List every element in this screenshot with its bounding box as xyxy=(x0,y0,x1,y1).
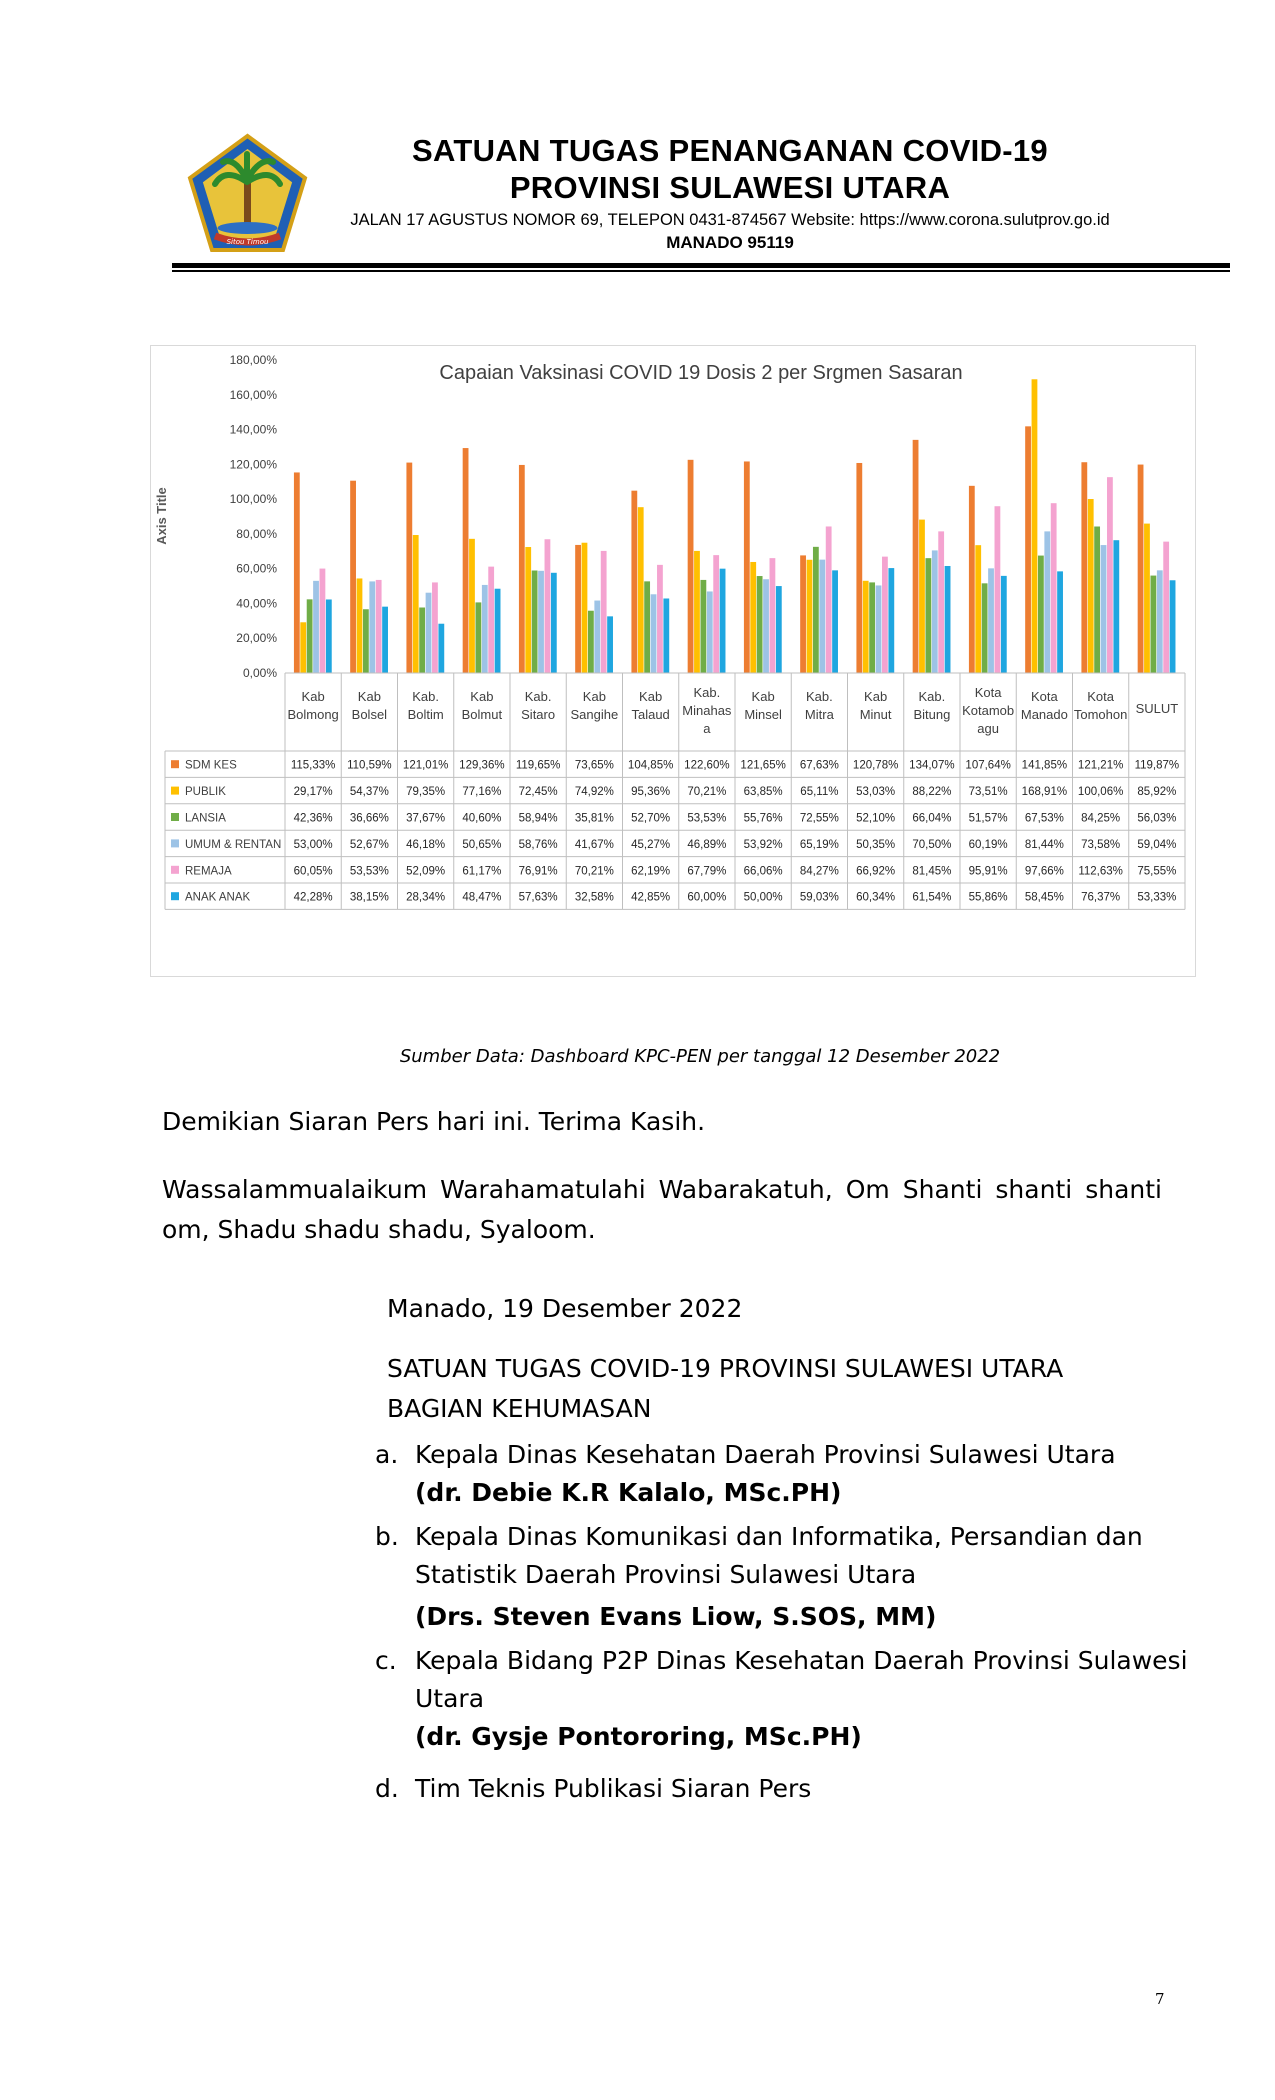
data-label: 50,00% xyxy=(743,891,783,904)
data-label: 59,03% xyxy=(799,891,839,904)
list-marker: b. xyxy=(375,1522,399,1551)
bar-sdm-kes xyxy=(631,491,637,673)
data-label: 70,21% xyxy=(687,786,727,799)
data-label: 35,81% xyxy=(574,812,614,825)
chart-title: Capaian Vaksinasi COVID 19 Dosis 2 per Srgmen Sasaran xyxy=(439,362,963,384)
data-label: 67,79% xyxy=(687,865,727,878)
data-label: 46,18% xyxy=(406,838,446,851)
bar-remaja xyxy=(938,531,944,673)
bar-lansia xyxy=(757,576,763,673)
data-label: 104,85% xyxy=(627,759,674,772)
data-label: 50,65% xyxy=(462,838,502,851)
data-label: 62,19% xyxy=(631,865,671,878)
data-label: 76,91% xyxy=(518,865,558,878)
data-label: 58,76% xyxy=(518,838,558,851)
bar-sdm-kes xyxy=(856,463,862,673)
data-label: 42,85% xyxy=(631,891,671,904)
province-emblem-logo xyxy=(185,132,310,257)
bar-anak-anak xyxy=(495,589,501,673)
data-label: 53,53% xyxy=(349,865,389,878)
data-label: 76,37% xyxy=(1081,891,1121,904)
bar-umum-rentan xyxy=(538,571,544,673)
bar-lansia xyxy=(813,547,819,673)
letterhead-title-line2: PROVINSI SULAWESI UTARA xyxy=(509,170,951,205)
x-category-label: Bolmong xyxy=(287,707,339,722)
bar-publik xyxy=(525,547,531,673)
list-marker: d. xyxy=(375,1774,399,1803)
data-label: 36,66% xyxy=(349,812,389,825)
x-category-label: Kab. xyxy=(693,685,721,700)
bar-lansia xyxy=(869,582,875,673)
data-label: 51,57% xyxy=(968,812,1008,825)
data-label: 53,33% xyxy=(1137,891,1177,904)
bar-umum-rentan xyxy=(594,601,600,673)
vaccination-chart xyxy=(150,345,1196,977)
x-category-label: Kab xyxy=(357,689,381,704)
bar-lansia xyxy=(1094,527,1100,674)
data-label: 53,00% xyxy=(293,838,333,851)
legend-swatch xyxy=(171,892,179,900)
data-label: 81,44% xyxy=(1024,838,1064,851)
bar-remaja xyxy=(995,506,1001,673)
bar-umum-rentan xyxy=(369,581,375,673)
bar-anak-anak xyxy=(382,607,388,673)
bar-sdm-kes xyxy=(463,448,469,673)
bar-anak-anak xyxy=(663,598,669,673)
data-label: 67,53% xyxy=(1024,812,1064,825)
bar-anak-anak xyxy=(1113,540,1119,673)
data-label: 53,53% xyxy=(687,812,727,825)
bar-umum-rentan xyxy=(313,581,319,673)
y-axis-title: Axis Title xyxy=(154,487,169,545)
data-label: 52,09% xyxy=(406,865,446,878)
bar-umum-rentan xyxy=(426,593,432,673)
bar-publik xyxy=(1032,379,1038,673)
bar-lansia xyxy=(982,583,988,673)
data-label: 58,94% xyxy=(518,812,558,825)
bar-lansia xyxy=(363,609,369,673)
data-label: 52,10% xyxy=(856,812,896,825)
data-label: 52,67% xyxy=(349,838,389,851)
signatory-name: (dr. Gysje Pontororing, MSc.PH) xyxy=(415,1722,862,1751)
data-label: 45,27% xyxy=(631,838,671,851)
data-label: 53,92% xyxy=(743,838,783,851)
x-category-label: Kota xyxy=(1031,689,1058,704)
x-category-label: Kota xyxy=(1087,689,1114,704)
data-label: 57,63% xyxy=(518,891,558,904)
bar-umum-rentan xyxy=(932,550,938,673)
closing-paragraph-1: Demikian Siaran Pers hari ini. Terima Kasih. xyxy=(162,1107,706,1136)
x-category-label: Kab. xyxy=(412,689,439,704)
data-label: 61,17% xyxy=(462,865,502,878)
bar-sdm-kes xyxy=(1025,426,1031,673)
data-label: 32,58% xyxy=(574,891,614,904)
bar-umum-rentan xyxy=(819,560,825,673)
data-label: 37,67% xyxy=(406,812,446,825)
x-category-label: Boltim xyxy=(407,707,444,722)
data-label: 66,92% xyxy=(856,865,896,878)
x-category-label: Tomohon xyxy=(1073,707,1128,722)
data-label: 95,36% xyxy=(631,786,671,799)
data-label: 73,65% xyxy=(574,759,614,772)
bar-publik xyxy=(469,539,475,673)
bar-umum-rentan xyxy=(707,591,713,673)
data-label: 100,06% xyxy=(1077,786,1124,799)
y-tick-label: 140,00% xyxy=(229,422,277,437)
data-label: 58,45% xyxy=(1024,891,1064,904)
closing-paragraph-2: Wassalammualaikum Warahamatulahi Wabarakatuh, Om Shanti shanti shanti om, Shadu shadu shadu, Syaloom. xyxy=(162,1175,1162,1244)
x-category-label: Kab xyxy=(751,689,775,704)
legend-swatch xyxy=(171,866,179,874)
data-label: 70,21% xyxy=(574,865,614,878)
bar-remaja xyxy=(657,565,663,673)
data-label: 84,27% xyxy=(799,865,839,878)
data-label: 77,16% xyxy=(462,786,502,799)
bar-remaja xyxy=(488,567,494,673)
data-label: 73,58% xyxy=(1081,838,1121,851)
bar-publik xyxy=(694,551,700,673)
data-label: 65,11% xyxy=(800,786,839,799)
data-label: 121,01% xyxy=(402,759,449,772)
signatory-role: Kepala Dinas Kesehatan Daerah Provinsi Sulawesi Utara xyxy=(415,1440,1116,1469)
x-category-label: Kotamob xyxy=(962,703,1015,718)
data-label: 29,17% xyxy=(293,786,333,799)
bar-sdm-kes xyxy=(688,460,694,673)
data-label: 60,34% xyxy=(856,891,896,904)
bar-anak-anak xyxy=(720,569,726,673)
bar-anak-anak xyxy=(1001,576,1007,673)
y-tick-label: 160,00% xyxy=(229,387,277,402)
bar-lansia xyxy=(475,602,481,673)
data-label: 122,60% xyxy=(684,759,730,772)
data-label: 66,06% xyxy=(743,865,783,878)
data-label: 85,92% xyxy=(1137,786,1177,799)
legend-label: SDM KES xyxy=(185,759,237,772)
x-category-label: Minut xyxy=(859,707,892,722)
data-label: 60,00% xyxy=(687,891,727,904)
data-label: 41,67% xyxy=(574,838,614,851)
x-category-label: Minsel xyxy=(744,707,782,722)
bar-anak-anak xyxy=(1170,580,1176,673)
bar-sdm-kes xyxy=(800,555,806,673)
x-category-label: a xyxy=(703,721,711,736)
bar-sdm-kes xyxy=(969,486,975,673)
x-category-label: Minahas xyxy=(682,703,732,718)
x-category-label: Manado xyxy=(1020,707,1068,722)
data-label: 52,70% xyxy=(631,812,671,825)
signature-org-line2: BAGIAN KEHUMASAN xyxy=(387,1394,652,1423)
source-note: Sumber Data: Dashboard KPC-PEN per tanggal 12 Desember 2022 xyxy=(399,1046,1001,1067)
data-label: 66,04% xyxy=(912,812,952,825)
bar-publik xyxy=(1088,499,1094,673)
x-category-label: Kab xyxy=(301,689,325,704)
bar-sdm-kes xyxy=(294,472,300,673)
bar-lansia xyxy=(1150,576,1156,673)
data-label: 55,76% xyxy=(743,812,783,825)
data-label: 55,86% xyxy=(968,891,1008,904)
data-label: 112,63% xyxy=(1078,865,1123,878)
data-label: 42,28% xyxy=(293,891,333,904)
x-category-label: SULUT xyxy=(1135,701,1179,716)
bar-remaja xyxy=(545,539,551,673)
data-label: 56,03% xyxy=(1137,812,1177,825)
data-label: 60,05% xyxy=(293,865,333,878)
bar-remaja xyxy=(432,582,438,673)
data-label: 107,64% xyxy=(965,759,1011,772)
data-label: 121,21% xyxy=(1077,759,1124,772)
x-category-label: Talaud xyxy=(631,707,670,722)
bar-sdm-kes xyxy=(575,545,581,673)
bar-anak-anak xyxy=(551,573,557,673)
legend-swatch xyxy=(171,839,179,847)
data-label: 134,07% xyxy=(909,759,955,772)
signatory-name: (dr. Debie K.R Kalalo, MSc.PH) xyxy=(415,1478,842,1507)
y-tick-label: 100,00% xyxy=(229,492,277,507)
data-label: 95,91% xyxy=(968,865,1008,878)
signatory-role: Tim Teknis Publikasi Siaran Pers xyxy=(415,1774,812,1803)
letterhead-address: JALAN 17 AGUSTUS NOMOR 69, TELEPON 0431-874567 Website: https://www.corona.sulutprov.go.id xyxy=(350,211,1110,229)
bar-lansia xyxy=(1038,556,1044,673)
signatory-item xyxy=(375,1770,1235,1808)
data-label: 168,91% xyxy=(1021,786,1068,799)
signatory-item xyxy=(375,1436,1235,1512)
letterhead-rule-thin xyxy=(172,270,1230,272)
bar-anak-anak xyxy=(326,599,332,673)
y-tick-label: 20,00% xyxy=(236,631,277,646)
data-label: 79,35% xyxy=(406,786,446,799)
bar-lansia xyxy=(532,571,538,673)
letterhead-rule-thick xyxy=(172,263,1230,268)
signatory-name: (Drs. Steven Evans Liow, S.SOS, MM) xyxy=(415,1602,937,1631)
legend-label: UMUM & RENTAN xyxy=(185,838,282,851)
x-category-label: Bolsel xyxy=(351,707,388,722)
data-label: 74,92% xyxy=(574,786,614,799)
bar-anak-anak xyxy=(945,566,951,673)
bar-umum-rentan xyxy=(651,594,657,673)
data-label: 70,50% xyxy=(912,838,952,851)
data-label: 63,85% xyxy=(743,786,783,799)
bar-sdm-kes xyxy=(406,463,412,673)
bar-remaja xyxy=(770,558,776,673)
letterhead-title-line1: SATUAN TUGAS PENANGANAN COVID-19 xyxy=(412,133,1048,168)
bar-anak-anak xyxy=(776,586,782,673)
x-category-label: Kab xyxy=(864,689,888,704)
y-tick-label: 120,00% xyxy=(229,457,277,472)
y-tick-label: 80,00% xyxy=(236,526,277,541)
y-tick-label: 0,00% xyxy=(242,666,277,680)
bar-lansia xyxy=(700,580,706,673)
data-label: 119,87% xyxy=(1134,759,1180,772)
data-label: 46,89% xyxy=(687,838,727,851)
x-category-label: Kab. xyxy=(806,689,833,704)
data-label: 97,66% xyxy=(1024,865,1064,878)
x-category-label: Sangihe xyxy=(570,707,619,722)
bar-lansia xyxy=(925,558,931,673)
bar-remaja xyxy=(376,580,382,673)
x-category-label: agu xyxy=(977,721,999,736)
bar-umum-rentan xyxy=(763,579,769,673)
x-category-label: Kab. xyxy=(918,689,946,704)
page-number: 7 xyxy=(1155,1990,1165,2008)
bar-umum-rentan xyxy=(1157,570,1163,673)
legend-label: REMAJA xyxy=(185,865,232,878)
list-marker: a. xyxy=(375,1440,399,1469)
signatory-list xyxy=(375,1436,1235,1808)
bar-sdm-kes xyxy=(1138,465,1144,673)
x-category-label: Sitaro xyxy=(521,707,556,722)
legend-label: ANAK ANAK xyxy=(185,891,251,904)
bar-umum-rentan xyxy=(482,585,488,673)
data-label: 73,51% xyxy=(968,786,1008,799)
x-category-label: Mitra xyxy=(804,707,834,722)
data-label: 119,65% xyxy=(515,759,561,772)
bar-publik xyxy=(582,543,588,673)
y-tick-label: 40,00% xyxy=(236,596,277,611)
bar-sdm-kes xyxy=(1081,462,1087,673)
bar-umum-rentan xyxy=(1044,531,1050,673)
data-label: 48,47% xyxy=(462,891,502,904)
data-label: 59,04% xyxy=(1137,838,1177,851)
data-label: 81,45% xyxy=(912,865,952,878)
data-label: 67,63% xyxy=(799,759,839,772)
data-label: 42,36% xyxy=(293,812,333,825)
bar-anak-anak xyxy=(607,616,613,673)
signatory-item xyxy=(375,1518,1235,1636)
signatory-role: Kepala Dinas Komunikasi dan Informatika, Persandian dan Statistik Daerah Provinsi Sulawesi Utara xyxy=(415,1522,1143,1589)
bar-publik xyxy=(413,535,419,673)
data-label: 60,19% xyxy=(968,838,1008,851)
bar-lansia xyxy=(419,608,425,674)
x-category-label: Kab xyxy=(582,689,606,704)
legend-swatch xyxy=(171,787,179,795)
x-category-label: Kab. xyxy=(524,689,552,704)
list-marker: c. xyxy=(375,1646,397,1675)
data-label: 115,33% xyxy=(290,759,336,772)
data-label: 61,54% xyxy=(912,891,952,904)
bar-remaja xyxy=(882,557,888,673)
data-label: 53,03% xyxy=(856,786,896,799)
bar-publik xyxy=(750,562,756,673)
data-label: 65,19% xyxy=(799,838,839,851)
logo-motto: Sitou Timou xyxy=(226,238,269,246)
signatory-item xyxy=(375,1642,1235,1756)
data-label: 50,35% xyxy=(856,838,896,851)
bar-anak-anak xyxy=(888,568,894,673)
bar-lansia xyxy=(307,599,313,673)
data-label: 110,59% xyxy=(347,759,392,772)
legend-swatch xyxy=(171,760,179,768)
bar-umum-rentan xyxy=(876,585,882,673)
data-label: 88,22% xyxy=(912,786,952,799)
letterhead-city: MANADO 95119 xyxy=(666,233,794,252)
bar-remaja xyxy=(826,526,832,673)
signature-date: Manado, 19 Desember 2022 xyxy=(387,1294,743,1323)
bar-publik xyxy=(975,545,981,673)
bar-publik xyxy=(300,622,306,673)
bar-sdm-kes xyxy=(350,481,356,673)
x-category-label: Kab xyxy=(639,689,663,704)
signature-org-line1: SATUAN TUGAS COVID-19 PROVINSI SULAWESI UTARA xyxy=(387,1354,1064,1383)
signatory-role: Kepala Bidang P2P Dinas Kesehatan Daerah Provinsi Sulawesi Utara xyxy=(415,1646,1188,1713)
chart-canvas xyxy=(151,346,1195,976)
legend-label: LANSIA xyxy=(185,812,226,825)
data-label: 72,45% xyxy=(518,786,558,799)
y-tick-label: 180,00% xyxy=(229,353,277,367)
bar-remaja xyxy=(320,569,326,673)
bar-sdm-kes xyxy=(519,465,525,673)
bar-sdm-kes xyxy=(744,461,750,673)
bar-anak-anak xyxy=(832,570,838,673)
bar-remaja xyxy=(1163,542,1169,673)
data-label: 54,37% xyxy=(349,786,389,799)
data-label: 40,60% xyxy=(462,812,502,825)
bar-publik xyxy=(919,520,925,673)
x-category-label: Bitung xyxy=(913,707,951,722)
bar-remaja xyxy=(1051,503,1057,673)
bar-publik xyxy=(1144,524,1150,673)
bar-umum-rentan xyxy=(1101,545,1107,673)
bar-sdm-kes xyxy=(913,440,919,673)
bar-anak-anak xyxy=(1057,571,1063,673)
y-tick-label: 60,00% xyxy=(236,561,277,576)
data-label: 120,78% xyxy=(852,759,899,772)
legend-label: PUBLIK xyxy=(185,786,226,799)
data-label: 121,65% xyxy=(740,759,786,772)
x-category-label: Kota xyxy=(974,685,1002,700)
bar-anak-anak xyxy=(438,624,444,673)
bar-publik xyxy=(357,578,363,673)
bar-lansia xyxy=(644,581,650,673)
bar-publik xyxy=(807,560,813,673)
bar-remaja xyxy=(713,555,719,673)
bar-remaja xyxy=(1107,477,1113,673)
x-category-label: Bolmut xyxy=(461,707,503,722)
data-label: 38,15% xyxy=(349,891,389,904)
legend-swatch xyxy=(171,813,179,821)
bar-lansia xyxy=(588,611,594,673)
data-label: 28,34% xyxy=(406,891,446,904)
data-label: 129,36% xyxy=(459,759,505,772)
data-label: 84,25% xyxy=(1081,812,1121,825)
bar-umum-rentan xyxy=(988,568,994,673)
x-category-label: Kab xyxy=(470,689,494,704)
data-label: 141,85% xyxy=(1021,759,1068,772)
data-label: 72,55% xyxy=(799,812,839,825)
data-label: 75,55% xyxy=(1137,865,1177,878)
bar-remaja xyxy=(601,551,607,673)
bar-publik xyxy=(638,507,644,673)
bar-publik xyxy=(863,581,869,673)
